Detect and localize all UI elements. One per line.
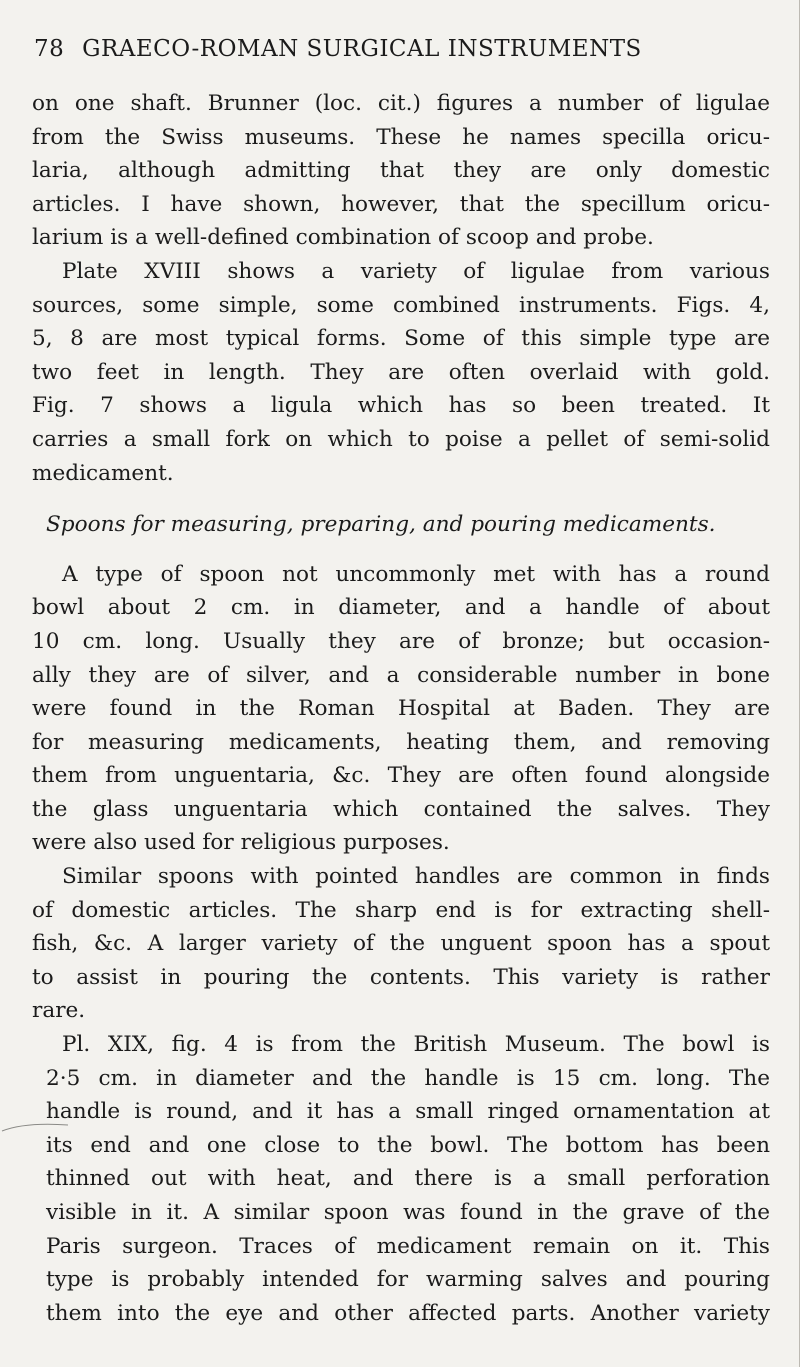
text-line: Similar spoons with pointed handles are common in finds [62,864,770,890]
text-line: thinned out with heat, and there is a small perforation [46,1166,770,1192]
text-line: visible in it. A similar spoon was found in the grave of the [46,1200,770,1225]
text-line: were found in the Roman Hospital at Baden. They are [32,696,770,722]
pencil-mark [0,1120,70,1134]
text-line: its end and one close to the bowl. The bottom has been [46,1132,770,1158]
text-line: of domestic articles. The sharp end is for extracting shell- [32,897,770,923]
section-heading: Spoons for measuring, preparing, and pouring medicaments. [46,512,716,538]
text-line: Plate XVIII shows a variety of ligulae from various [62,258,770,284]
text-line: A type of spoon not uncommonly met with has a round [62,561,770,587]
text-line: to assist in pouring the contents. This variety is rather [32,964,770,990]
text-line: were also used for religious purposes. [32,830,450,856]
text-line: type is probably intended for warming salves and pouring [46,1267,770,1293]
running-title: GRAECO-ROMAN SURGICAL INSTRUMENTS [82,36,642,62]
text-line: Pl. XIX, fig. 4 is from the British Museum. The bowl is [62,1032,770,1058]
text-line: larium is a well-defined combination of scoop and probe. [32,225,654,251]
text-line: articles. I have shown, however, that the specillum oricu- [32,191,770,217]
running-header [34,36,754,62]
text-line: rare. [32,998,86,1024]
text-line: fish, &c. A larger variety of the unguent spoon has a spout [32,931,770,957]
text-line: bowl about 2 cm. in diameter, and a handle of about [32,595,770,621]
text-line: laria, although admitting that they are only domestic [32,158,770,184]
text-line: 5, 8 are most typical forms. Some of this simple type are [32,326,770,352]
body-text [32,87,770,1330]
text-line: them from unguentaria, &c. They are often found alongside [32,763,770,789]
text-line: on one shaft. Brunner (loc. cit.) figures a number of ligulae [32,91,770,116]
text-line: Paris surgeon. Traces of medicament remain on it. This [46,1233,770,1259]
text-line: Fig. 7 shows a ligula which has so been treated. It [32,393,770,419]
text-line: two feet in length. They are often overlaid with gold. [32,359,770,385]
text-line: from the Swiss museums. These he names specilla oricu- [32,124,770,150]
text-line: carries a small fork on which to poise a pellet of semi-solid [32,426,770,452]
text-line: ally they are of silver, and a considerable number in bone [32,662,770,688]
text-line: medicament. [32,460,174,486]
page-number: 78 [34,36,65,62]
text-line: the glass unguentaria which contained the salves. They [32,796,770,822]
text-line: handle is round, and it has a small ringed ornamentation at [46,1099,770,1125]
text-line: for measuring medicaments, heating them, and removing [32,729,770,755]
text-line: 2·5 cm. in diameter and the handle is 15 cm. long. The [46,1065,770,1091]
text-line: sources, some simple, some combined instruments. Figs. 4, [32,292,770,318]
text-line: 10 cm. long. Usually they are of bronze; but occasion- [32,628,770,654]
text-line: them into the eye and other affected parts. Another variety [46,1300,770,1326]
